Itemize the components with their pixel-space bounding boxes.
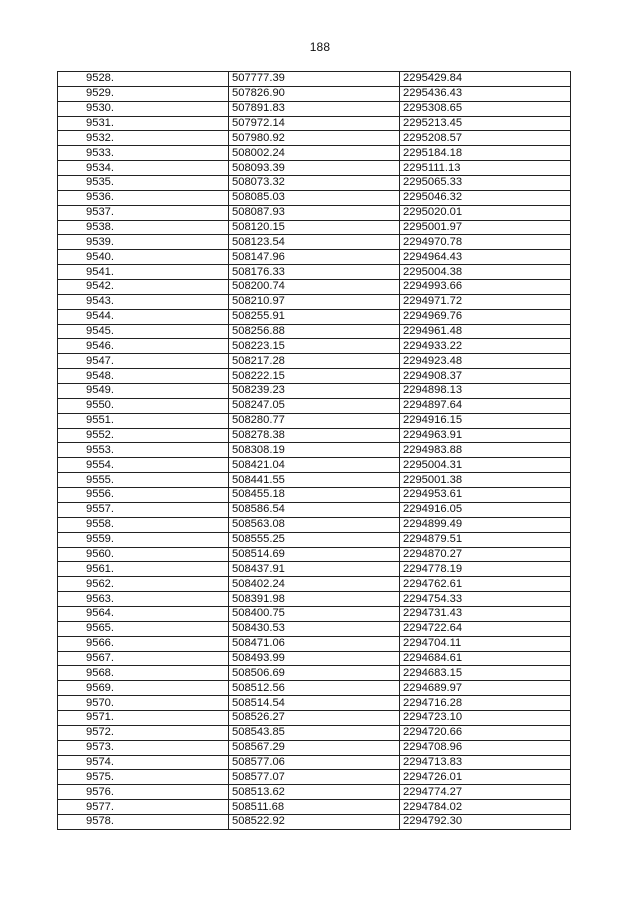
easting-cell: 508247.05 [229,398,400,413]
point-number-cell: 9542. [58,280,229,295]
point-number-cell: 9559. [58,532,229,547]
point-number-cell: 9541. [58,265,229,280]
point-number-cell: 9565. [58,621,229,636]
point-number-cell: 9549. [58,384,229,399]
table-row [58,443,571,458]
northing-cell: 2294993.66 [400,280,571,295]
point-number-cell: 9568. [58,666,229,681]
northing-cell: 2294879.51 [400,532,571,547]
easting-cell: 508147.96 [229,250,400,265]
northing-cell: 2294784.02 [400,800,571,815]
easting-cell: 508256.88 [229,324,400,339]
easting-cell: 508308.19 [229,443,400,458]
table-row [58,428,571,443]
table-row [58,101,571,116]
point-number-cell: 9550. [58,398,229,413]
easting-cell: 508586.54 [229,502,400,517]
table-row [58,72,571,87]
point-number-cell: 9547. [58,354,229,369]
easting-cell: 508577.07 [229,770,400,785]
northing-cell: 2295213.45 [400,116,571,131]
easting-cell: 508511.68 [229,800,400,815]
northing-cell: 2295208.57 [400,131,571,146]
northing-cell: 2294731.43 [400,606,571,621]
easting-cell: 508123.54 [229,235,400,250]
northing-cell: 2294870.27 [400,547,571,562]
northing-cell: 2294953.61 [400,488,571,503]
table-row [58,354,571,369]
table-row [58,800,571,815]
northing-cell: 2294723.10 [400,710,571,725]
northing-cell: 2294683.15 [400,666,571,681]
table-row [58,309,571,324]
point-number-cell: 9576. [58,785,229,800]
easting-cell: 508085.03 [229,190,400,205]
easting-cell: 508577.06 [229,755,400,770]
point-number-cell: 9563. [58,592,229,607]
easting-cell: 508120.15 [229,220,400,235]
point-number-cell: 9569. [58,681,229,696]
table-row [58,770,571,785]
easting-cell: 508567.29 [229,740,400,755]
table-row [58,235,571,250]
easting-cell: 508002.24 [229,146,400,161]
table-row [58,458,571,473]
table-row [58,710,571,725]
table-row [58,636,571,651]
point-number-cell: 9530. [58,101,229,116]
easting-cell: 508512.56 [229,681,400,696]
northing-cell: 2294704.11 [400,636,571,651]
point-number-cell: 9528. [58,72,229,87]
point-number-cell: 9575. [58,770,229,785]
easting-cell: 508280.77 [229,413,400,428]
northing-cell: 2294722.64 [400,621,571,636]
point-number-cell: 9562. [58,577,229,592]
point-number-cell: 9573. [58,740,229,755]
easting-cell: 507980.92 [229,131,400,146]
table-row [58,339,571,354]
northing-cell: 2294716.28 [400,696,571,711]
table-row [58,250,571,265]
point-number-cell: 9536. [58,190,229,205]
northing-cell: 2294774.27 [400,785,571,800]
easting-cell: 508402.24 [229,577,400,592]
table-row [58,324,571,339]
northing-cell: 2295020.01 [400,205,571,220]
coordinates-table [57,71,571,830]
point-number-cell: 9535. [58,176,229,191]
easting-cell: 507972.14 [229,116,400,131]
northing-cell: 2295001.97 [400,220,571,235]
easting-cell: 508437.91 [229,562,400,577]
table-row [58,176,571,191]
point-number-cell: 9571. [58,710,229,725]
northing-cell: 2294708.96 [400,740,571,755]
easting-cell: 508555.25 [229,532,400,547]
easting-cell: 508526.27 [229,710,400,725]
easting-cell: 508543.85 [229,725,400,740]
point-number-cell: 9532. [58,131,229,146]
table-row [58,384,571,399]
table-row [58,725,571,740]
point-number-cell: 9531. [58,116,229,131]
coordinates-table-body [58,72,571,830]
easting-cell: 507891.83 [229,101,400,116]
table-row [58,473,571,488]
point-number-cell: 9545. [58,324,229,339]
point-number-cell: 9544. [58,309,229,324]
northing-cell: 2294933.22 [400,339,571,354]
table-row [58,161,571,176]
northing-cell: 2294684.61 [400,651,571,666]
point-number-cell: 9574. [58,755,229,770]
northing-cell: 2294916.05 [400,502,571,517]
table-row [58,131,571,146]
northing-cell: 2295004.38 [400,265,571,280]
easting-cell: 508430.53 [229,621,400,636]
northing-cell: 2294778.19 [400,562,571,577]
point-number-cell: 9560. [58,547,229,562]
northing-cell: 2294898.13 [400,384,571,399]
easting-cell: 508278.38 [229,428,400,443]
easting-cell: 508493.99 [229,651,400,666]
northing-cell: 2294897.64 [400,398,571,413]
northing-cell: 2294762.61 [400,577,571,592]
point-number-cell: 9566. [58,636,229,651]
northing-cell: 2294971.72 [400,294,571,309]
table-row [58,146,571,161]
point-number-cell: 9553. [58,443,229,458]
table-row [58,562,571,577]
point-number-cell: 9555. [58,473,229,488]
northing-cell: 2294964.43 [400,250,571,265]
page-number: 188 [309,40,331,54]
table-row [58,696,571,711]
point-number-cell: 9567. [58,651,229,666]
northing-cell: 2295004.31 [400,458,571,473]
table-row [58,502,571,517]
point-number-cell: 9577. [58,800,229,815]
easting-cell: 508255.91 [229,309,400,324]
table-row [58,681,571,696]
point-number-cell: 9529. [58,86,229,101]
table-row [58,116,571,131]
northing-cell: 2294713.83 [400,755,571,770]
easting-cell: 508239.23 [229,384,400,399]
easting-cell: 508400.75 [229,606,400,621]
easting-cell: 508513.62 [229,785,400,800]
easting-cell: 508223.15 [229,339,400,354]
northing-cell: 2295065.33 [400,176,571,191]
northing-cell: 2294754.33 [400,592,571,607]
table-row [58,220,571,235]
table-row [58,488,571,503]
easting-cell: 508093.39 [229,161,400,176]
table-row [58,294,571,309]
table-row [58,190,571,205]
northing-cell: 2294899.49 [400,517,571,532]
easting-cell: 508514.69 [229,547,400,562]
easting-cell: 508455.18 [229,488,400,503]
easting-cell: 507826.90 [229,86,400,101]
table-row [58,755,571,770]
table-row [58,205,571,220]
point-number-cell: 9533. [58,146,229,161]
northing-cell: 2294726.01 [400,770,571,785]
table-row [58,785,571,800]
northing-cell: 2294916.15 [400,413,571,428]
northing-cell: 2295001.38 [400,473,571,488]
point-number-cell: 9552. [58,428,229,443]
northing-cell: 2294908.37 [400,369,571,384]
point-number-cell: 9556. [58,488,229,503]
northing-cell: 2295308.65 [400,101,571,116]
table-row [58,86,571,101]
northing-cell: 2294720.66 [400,725,571,740]
point-number-cell: 9554. [58,458,229,473]
table-row [58,517,571,532]
northing-cell: 2294923.48 [400,354,571,369]
easting-cell: 508217.28 [229,354,400,369]
easting-cell: 508073.32 [229,176,400,191]
table-row [58,814,571,829]
table-row [58,265,571,280]
table-row [58,651,571,666]
easting-cell: 508506.69 [229,666,400,681]
easting-cell: 508421.04 [229,458,400,473]
easting-cell: 508210.97 [229,294,400,309]
table-row [58,577,571,592]
easting-cell: 507777.39 [229,72,400,87]
table-row [58,413,571,428]
easting-cell: 508522.92 [229,814,400,829]
northing-cell: 2295046.32 [400,190,571,205]
point-number-cell: 9561. [58,562,229,577]
point-number-cell: 9540. [58,250,229,265]
point-number-cell: 9564. [58,606,229,621]
easting-cell: 508471.06 [229,636,400,651]
easting-cell: 508176.33 [229,265,400,280]
point-number-cell: 9537. [58,205,229,220]
point-number-cell: 9578. [58,814,229,829]
point-number-cell: 9557. [58,502,229,517]
northing-cell: 2294963.91 [400,428,571,443]
easting-cell: 508087.93 [229,205,400,220]
northing-cell: 2295184.18 [400,146,571,161]
point-number-cell: 9570. [58,696,229,711]
table-row [58,621,571,636]
northing-cell: 2294983.88 [400,443,571,458]
table-row [58,369,571,384]
table-row [58,666,571,681]
table-row [58,280,571,295]
point-number-cell: 9546. [58,339,229,354]
easting-cell: 508441.55 [229,473,400,488]
point-number-cell: 9534. [58,161,229,176]
table-row [58,606,571,621]
northing-cell: 2294961.48 [400,324,571,339]
point-number-cell: 9538. [58,220,229,235]
northing-cell: 2295111.13 [400,161,571,176]
easting-cell: 508200.74 [229,280,400,295]
northing-cell: 2294970.78 [400,235,571,250]
table-row [58,398,571,413]
table-row [58,532,571,547]
table-row [58,592,571,607]
point-number-cell: 9539. [58,235,229,250]
easting-cell: 508563.08 [229,517,400,532]
table-row [58,547,571,562]
easting-cell: 508514.54 [229,696,400,711]
point-number-cell: 9558. [58,517,229,532]
point-number-cell: 9548. [58,369,229,384]
point-number-cell: 9543. [58,294,229,309]
easting-cell: 508222.15 [229,369,400,384]
easting-cell: 508391.98 [229,592,400,607]
table-row [58,740,571,755]
point-number-cell: 9551. [58,413,229,428]
northing-cell: 2294689.97 [400,681,571,696]
northing-cell: 2294792.30 [400,814,571,829]
northing-cell: 2294969.76 [400,309,571,324]
northing-cell: 2295429.84 [400,72,571,87]
point-number-cell: 9572. [58,725,229,740]
northing-cell: 2295436.43 [400,86,571,101]
